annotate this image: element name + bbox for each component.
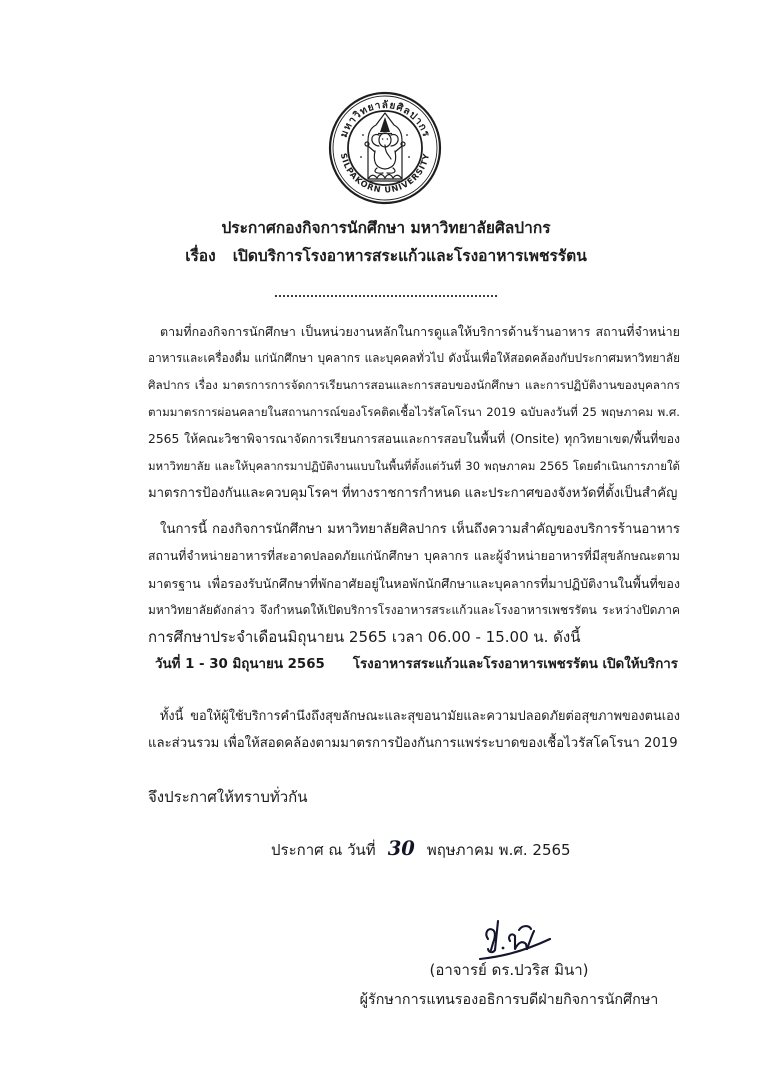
university-seal-logo bbox=[323, 85, 447, 211]
emblem-eye-right bbox=[387, 138, 389, 140]
announcement-subject bbox=[96, 242, 676, 270]
paragraph-1-line-2: อาหารและเครื่องดื่ม แก่นักศึกษา บุคลากร และบุคคลทั่วไป ดังนั้นเพื่อให้สอดคล้องกับประกาศมหาวิทยาลัย bbox=[148, 350, 680, 365]
paragraph-3-line-1: ทั้งนี้ ขอให้ผู้ใช้บริการคำนึงถึงสุขลักษณะและสุขอนามัยและความปลอดภัยต่อสุขภาพของตนเอง bbox=[160, 708, 680, 724]
signatory-name: (อาจารย์ ดร.ปวริส มินา) bbox=[429, 960, 589, 979]
paragraph-1-line-4: ตามมาตรการผ่อนคลายในสถานการณ์ของโรคติดเชื้อไวรัสโคโรนา 2019 ฉบับลงวันที่ 25 พฤษภาคม พ.ศ. bbox=[148, 404, 680, 419]
emblem-lotus-base bbox=[368, 175, 402, 180]
schedule-line bbox=[148, 651, 680, 678]
paragraph-1 bbox=[148, 318, 680, 507]
emblem-eye-left bbox=[382, 138, 384, 140]
paragraph-1-line-7: มาตรการป้องกันและควบคุมโรคฯ ที่ทางราชการกำหนด และประกาศของจังหวัดที่ตั้งเป็นสำคัญ bbox=[148, 485, 678, 501]
emblem-sparkle bbox=[408, 156, 410, 158]
paragraph-1-line-6: มหาวิทยาลัย และให้บุคลากรมาปฏิบัติงานแบบในพื้นที่ตั้งแต่วันที่ 30 พฤษภาคม 2565 โดยดำเนินการภายใต้ bbox=[148, 458, 680, 473]
signature-stroke bbox=[519, 926, 531, 930]
seal-text-top: มหาวิทยาลัยศิลปากร bbox=[338, 99, 432, 140]
schedule-date-range: วันที่ 1 - 30 มิถุนายน 2565 bbox=[155, 656, 325, 672]
paragraph-1-line-3: ศิลปากร เรื่อง มาตรการการจัดการเรียนการสอนและการสอบของนักศึกษา และการปฏิบัติงานของบุคลากร bbox=[148, 377, 680, 392]
emblem-sparkle bbox=[360, 156, 362, 158]
emblem-crown bbox=[380, 117, 390, 132]
paragraph-2-line-2: สถานที่จำหน่ายอาหารที่สะอาดปลอดภัยแก่นักศึกษา บุคลากร และผู้จำหน่ายอาหารที่มีสุขลักษณะตาม bbox=[148, 548, 680, 563]
paragraph-3 bbox=[148, 703, 680, 757]
emblem-ear-right bbox=[391, 135, 398, 146]
emblem-body bbox=[374, 151, 395, 169]
subject-text: เปิดบริการโรงอาหารสระแก้วและโรงอาหารเพชรรัตน bbox=[232, 247, 587, 265]
emblem-ear-left bbox=[372, 135, 379, 146]
emblem-sparkle bbox=[406, 134, 408, 136]
signatory-position: ผู้รักษาการแทนรองอธิการบดีฝ่ายกิจการนักศึกษา bbox=[359, 991, 659, 1008]
paragraph-3-line-2: และส่วนรวม เพื่อให้สอดคล้องตามมาตรการป้องกันการแพร่ระบาดของเชื้อไวรัสโคโรนา 2019 bbox=[148, 735, 678, 751]
announcement-title: ประกาศกองกิจการนักศึกษา มหาวิทยาลัยศิลปากร bbox=[221, 219, 551, 237]
announcement-body bbox=[148, 318, 680, 862]
emblem-arm-right bbox=[395, 146, 402, 152]
emblem-sparkle bbox=[362, 134, 364, 136]
paragraph-2 bbox=[148, 516, 680, 678]
signature-stroke bbox=[509, 934, 527, 949]
announcement-date bbox=[148, 835, 680, 862]
paragraph-2-line-1: ในการนี้ กองกิจการนักศึกษา มหาวิทยาลัยศิลปากร เห็นถึงความสำคัญของบริการร้านอาหาร bbox=[160, 521, 680, 537]
emblem-arm-left bbox=[368, 146, 375, 152]
dotted-separator bbox=[275, 295, 497, 297]
closing-statement: จึงประกาศให้ทราบทั่วกัน bbox=[148, 787, 308, 806]
signature-dot bbox=[502, 947, 505, 950]
paragraph-1-line-1: ตามที่กองกิจการนักศึกษา เป็นหน่วยงานหลักในการดูแลให้บริการด้านร้านอาหาร สถานที่จำหน่าย bbox=[160, 323, 680, 339]
paragraph-2-line-5: การศึกษาประจำเดือนมิถุนายน 2565 เวลา 06.00 - 15.00 น. ดังนี้ bbox=[148, 627, 581, 646]
date-prefix: ประกาศ ณ วันที่ bbox=[271, 840, 376, 859]
schedule-detail: โรงอาหารสระแก้วและโรงอาหารเพชรรัตน เปิดให้บริการ bbox=[352, 656, 678, 672]
date-month-year: พฤษภาคม พ.ศ. 2565 bbox=[426, 840, 571, 859]
signature-stroke bbox=[495, 921, 498, 950]
ganesha-emblem bbox=[360, 113, 410, 181]
subject-label: เรื่อง bbox=[185, 247, 216, 265]
paragraph-2-line-4: มหาวิทยาลัยดังกล่าว จึงกำหนดให้เปิดบริการโรงอาหารสระแก้วและโรงอาหารเพชรรัตน ระหว่างปิดภาค bbox=[148, 602, 680, 617]
signature-stroke bbox=[486, 929, 495, 950]
seal-text-bottom: SILPAKORN UNIVERSITY bbox=[338, 152, 432, 195]
date-day-handwritten: 30 bbox=[387, 836, 415, 860]
paragraph-2-line-3: มาตรฐาน เพื่อรองรับนักศึกษาที่พักอาศัยอยู่ในหอพักนักศึกษาและบุคลากรที่มาปฏิบัติงานในพื้นที่ของ bbox=[148, 575, 680, 591]
paragraph-1-line-5: 2565 ให้คณะวิชาพิจารณาจัดการเรียนการสอนและการสอบในพื้นที่ (Onsite) ทุกวิทยาเขต/พื้นที่ของ bbox=[148, 431, 680, 446]
